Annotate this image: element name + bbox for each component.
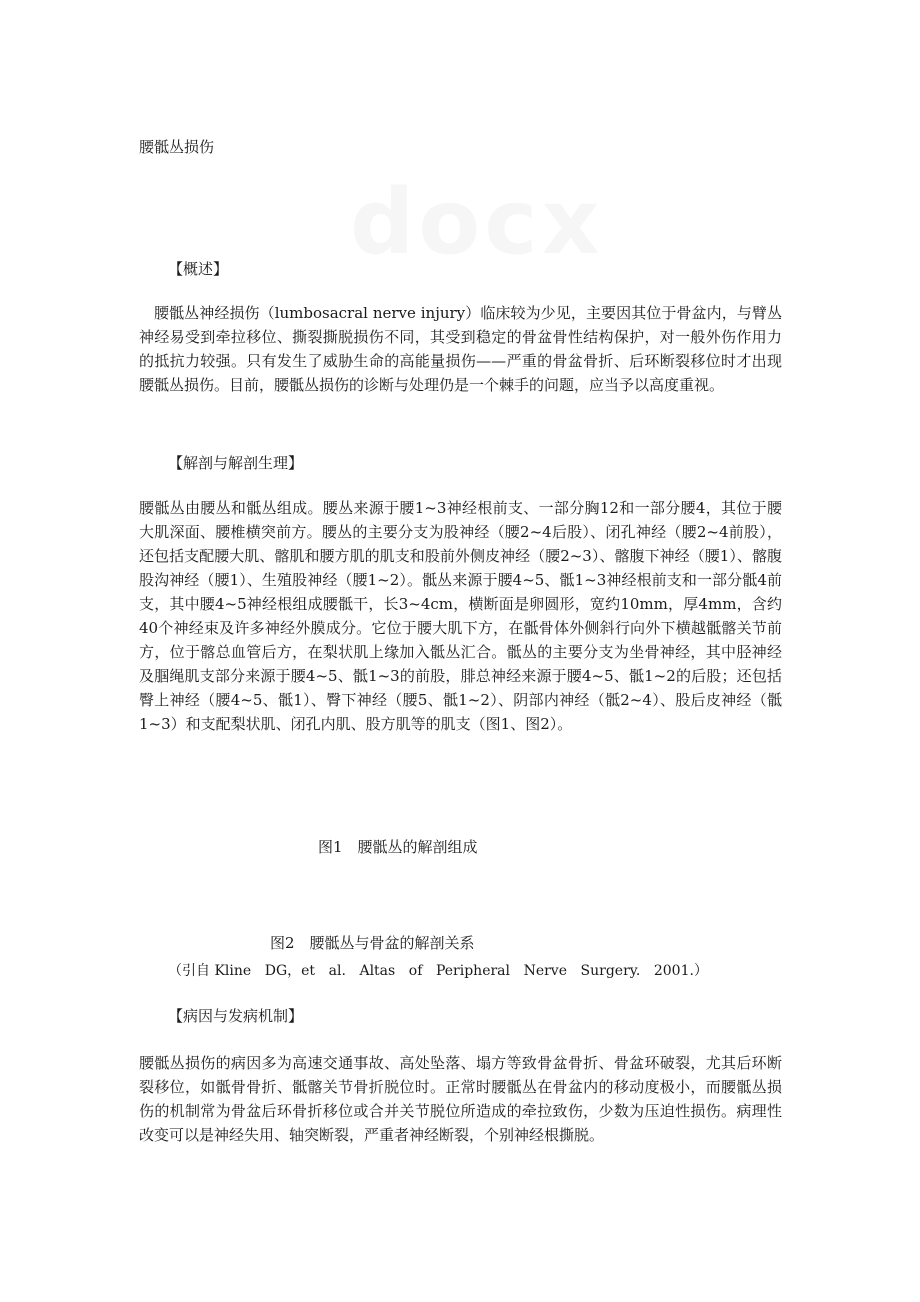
watermark [350,170,604,275]
citation-part: of [408,963,423,979]
overview-heading: 【概述】 [168,260,229,278]
citation-part: al. [328,963,346,979]
citation-part: 2001.） [653,963,708,979]
figure-2-caption: 图2 腰骶丛与骨盆的解剖关系 [270,934,475,952]
citation-part: Altas [359,963,396,979]
etiology-paragraph: 腰骶丛损伤的病因多为高速交通事故、高处坠落、塌方等致骨盆骨折、骨盆环破裂，尤其后环断裂移位，如骶骨骨折、骶髂关节骨折脱位时。正常时腰骶丛在骨盆内的移动度极小，而腰骶丛损伤的机制常为骨盆后环骨折移位或合并关节脱位所造成的牵拉致伤，少数为压迫性损伤。病理性改变可以是神经失用、轴突断裂，严重者神经断裂，个别神经根撕脱。 [139,1054,782,1144]
citation-part: Surgery. [580,963,641,979]
document-title: 腰骶丛损伤 [139,138,215,156]
citation-part: Peripheral [435,963,510,979]
citation-part: DG，et [264,963,316,979]
citation-part: （引自 Kline [168,963,252,979]
etiology-heading: 【病因与发病机制】 [168,1007,304,1025]
citation-part: Nerve [523,963,567,979]
figure-source-citation [168,960,708,982]
overview-paragraph: 腰骶丛神经损伤（lumbosacral nerve injury）临床较为少见，主要因其位于骨盆内，与臂丛神经易受到牵拉移位、撕裂撕脱损伤不同，其受到稳定的骨盆骨性结构保护，对一般外伤作用力的抵抗力较强。只有发生了威胁生命的高能量损伤——严重的骨盆骨折、后环断裂移位时才出现腰骶丛损伤。目前，腰骶丛损伤的诊断与处理仍是一个棘手的问题，应当予以高度重视。 [139,304,782,394]
anatomy-paragraph: 腰骶丛由腰丛和骶丛组成。腰丛来源于腰1~3神经根前支、一部分胸12和一部分腰4，其位于腰大肌深面、腰椎横突前方。腰丛的主要分支为股神经（腰2~4后股）、闭孔神经（腰2~4前股），还包括支配腰大肌、髂肌和腰方肌的肌支和股前外侧皮神经（腰2~3）、髂腹下神经（腰1）、髂腹股沟神经（腰1）、生殖股神经（腰1~2）。骶丛来源于腰4~5、骶1~3神经根前支和一部分骶4前支，其中腰4~5神经根组成腰骶干，长3~4cm，横断面是卵圆形，宽约10mm，厚4mm，含约40个神经束及许多神经外膜成分。它位于腰大肌下方，在骶骨体外侧斜行向外下横越骶髂关节前方，位于髂总血管后方，在梨状肌上缘加入骶丛汇合。骶丛的主要分支为坐骨神经，其中胫神经及腘绳肌支部分来源于腰4~5、骶1~3的前股，腓总神经来源于腰4~5、骶1~2的后股；还包括臀上神经（腰4~5、骶1）、臀下神经（腰5、骶1~2）、阴部内神经（骶2~4）、股后皮神经（骶1~3）和支配梨状肌、闭孔内肌、股方肌等的肌支（图1、图2）。 [139,499,782,733]
figure-1-caption: 图1 腰骶丛的解剖组成 [318,838,478,856]
anatomy-heading: 【解剖与解剖生理】 [168,454,304,472]
